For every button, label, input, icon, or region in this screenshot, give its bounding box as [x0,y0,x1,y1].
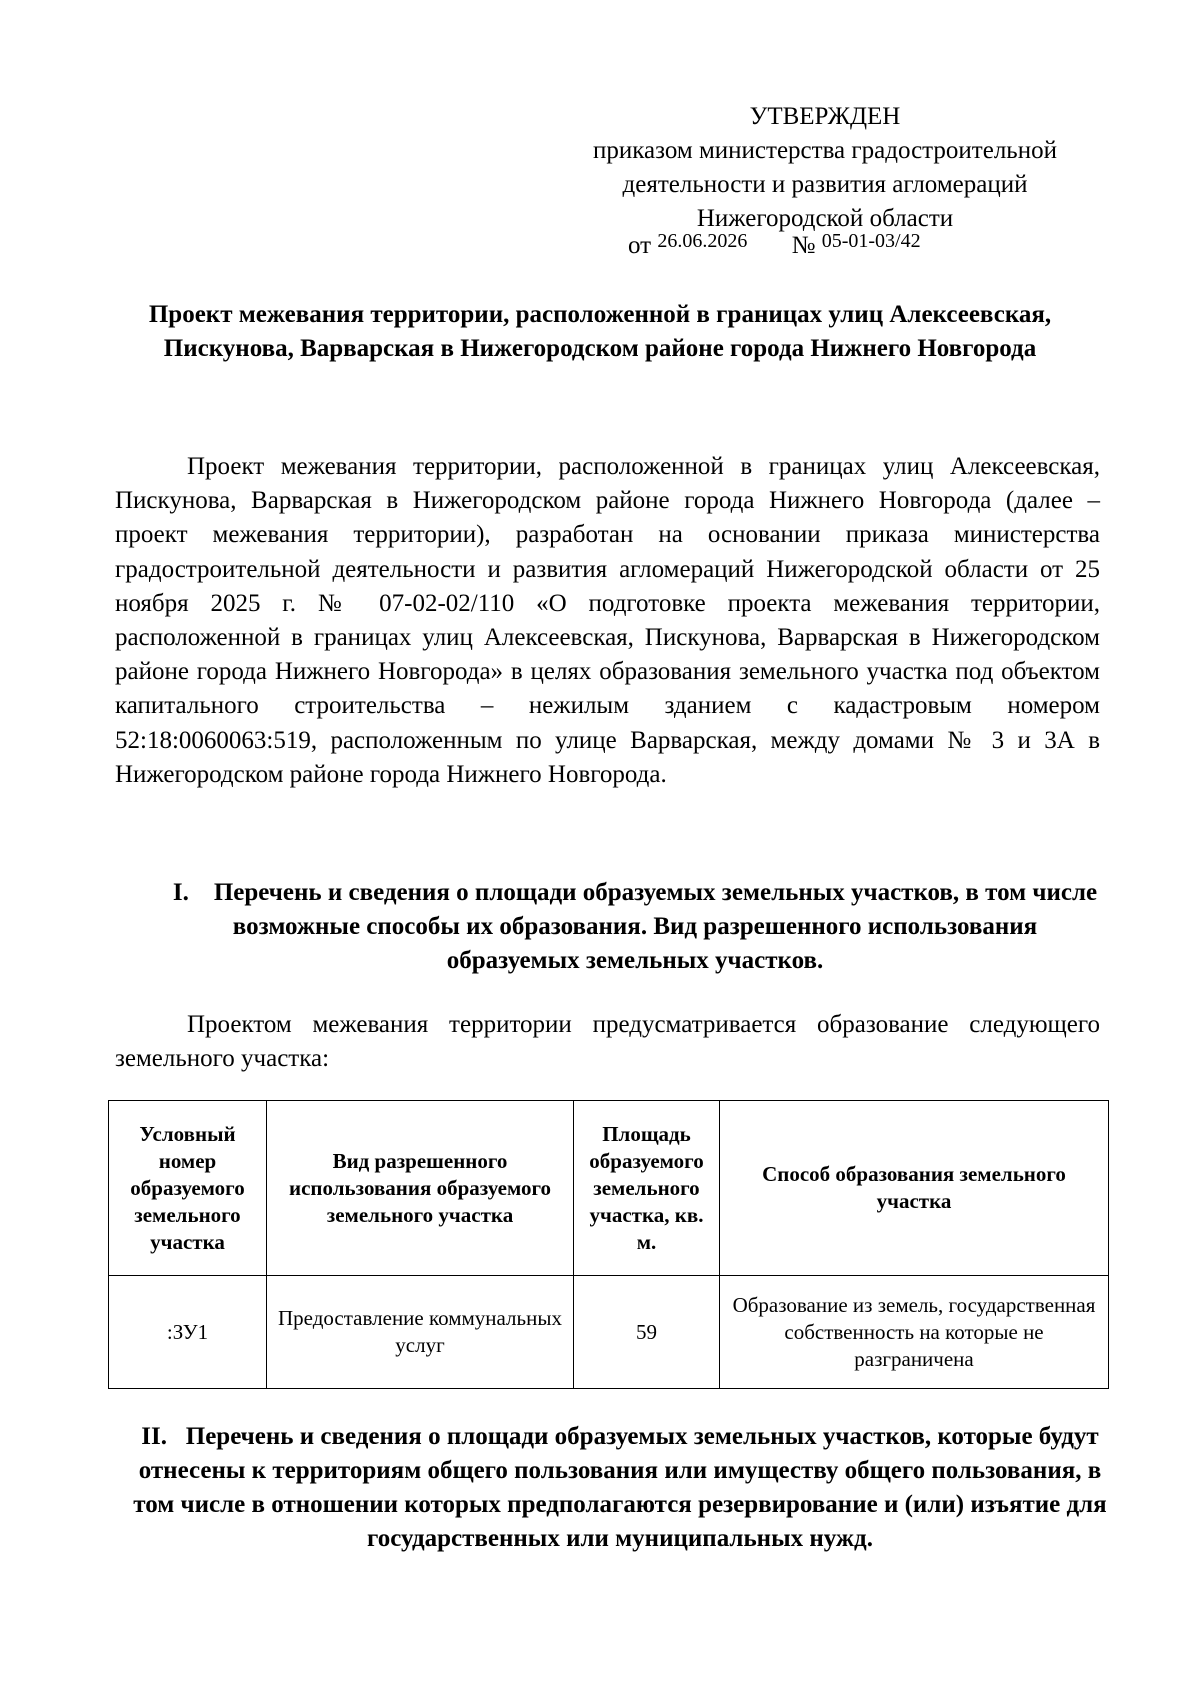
table-row [109,1276,1109,1389]
table-header-row [109,1101,1109,1276]
cell-permitted-use: Предоставление коммунальных услуг [267,1276,574,1389]
section-2-title: Перечень и сведения о площади образуемых земельных участков, которые будут отнесены к территориям общего пользования или имуществу общего пользования, в том числе в отношении которых предполагаются резервирование и (или) изъятие для государственных или муниципальных нужд. [133,1423,1107,1552]
number-prefix: № [791,232,816,259]
header-permitted-use: Вид разрешенного использования образуемого земельного участка [267,1101,574,1276]
section-1-title: Перечень и сведения о площади образуемых земельных участков, в том числе возможные способы их образования. Вид разрешенного использования образуемых земельных участков. [213,879,1098,974]
approval-date-line [628,232,921,260]
intro-paragraph: Проект межевания территории, расположенной в границах улиц Алексеевская, Пискунова, Варварская в Нижегородском районе города Нижнего Новгорода (далее – проект межевания территории), разработан на основании приказа министерства градостроительной деятельности и развития агломераций Нижегородской области от 25 ноября 2025 г. № 07-02-02/110 «О подготовке проекта межевания территории, расположенной в границах улиц Алексеевская, Пискунова, Варварская в Нижегородском районе города Нижнего Новгорода» в целях образования земельного участка под объектом капитального строительства – нежилым зданием с кадастровым номером 52:18:0060063:519, расположенным по улице Варварская, между домами № 3 и 3А в Нижегородском районе города Нижнего Новгорода. [115,453,1100,788]
approval-number: 05-01-03/42 [821,230,921,252]
land-plot-table [108,1100,1109,1389]
section-1-paragraph: Проектом межевания территории предусматривается образование следующего земельного участка: [115,1011,1100,1073]
section-2-number: II. [141,1423,167,1450]
section-2-heading [130,1420,1110,1556]
header-plot-number: Условный номер образуемого земельного участка [109,1101,267,1276]
section-1-number: I. [172,879,189,906]
cell-area: 59 [574,1276,720,1389]
section-1-heading [170,876,1100,978]
approval-line-1: приказом министерства градостроительной [593,137,1057,164]
document-title: Проект межевания территории, расположенной в границах улиц Алексеевская, Пискунова, Варварская в Нижегородском районе города Нижнего Новгорода [148,301,1052,362]
cell-formation-method: Образование из земель, государственная собственность на которые не разграничена [720,1276,1109,1389]
header-formation-method: Способ образования земельного участка [720,1101,1109,1276]
date-prefix: от [628,232,652,259]
cell-plot-number: :ЗУ1 [109,1276,267,1389]
approval-line-3: Нижегородской области [696,205,954,232]
approval-title: УТВЕРЖДЕН [749,103,901,130]
header-area: Площадь образуемого земельного участка, кв. м. [574,1101,720,1276]
approval-line-2: деятельности и развития агломераций [622,171,1028,198]
approval-date: 26.06.2026 [657,230,748,252]
